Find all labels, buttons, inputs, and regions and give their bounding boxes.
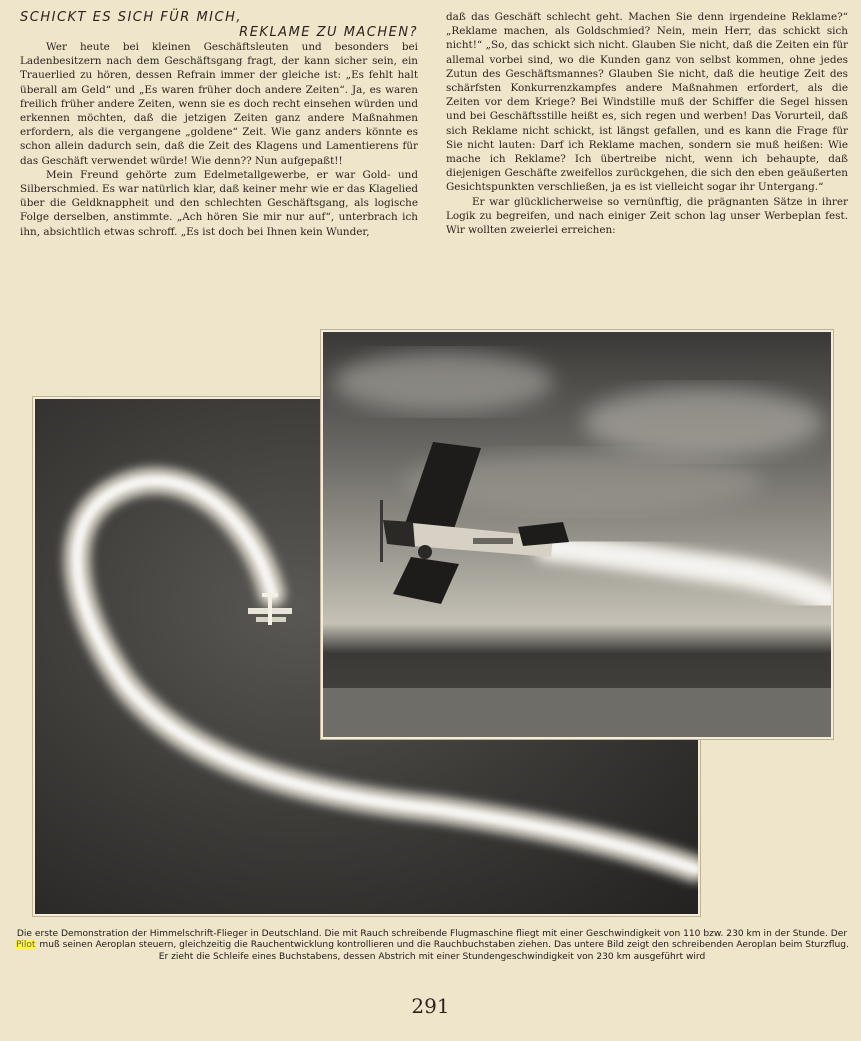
article-title-line-1: SCHICKT ES SICH FÜR MICH, xyxy=(20,10,242,25)
article-paragraph: daß das Geschäft schlecht geht. Machen Sie denn irgendeine Reklame?“ „Reklame machen, als Goldschmied? Nein, mein Herr, das schickt sich nicht!“ „So, das schickt sich nicht. Glauben Sie nicht, daß die Zeiten ein für allemal vorbei sind, wo die Kunden ganz von selbst kommen, ohne jedes Zutun des Geschäftsmannes? Glauben Sie nicht, daß die heutige Zeit des schärfsten Konkurrenzkampfes andere Maßnahmen erfordert, als die Zeiten vor dem Kriege? Bei Windstille muß der Schiffer die Segel hissen und bei Geschäftsstille heißt es, sich regen und werben! Das Vorurteil, daß sich Reklame nicht schickt, ist längst gefallen, und es kann die Frage für Sie nicht lauten: Darf ich Reklame machen, sondern sie muß heißen: Wie mache ich Reklame? Ich übertreibe nicht, wenn ich behaupte, daß diejenigen Geschäfte zweifellos zurückgehen, die sich den eben geäußerten Gesichtspunkten verschließen, ja es ist vielleicht sogar ihr Untergang.“ xyxy=(446,11,848,194)
caption-text-end: muß seinen Aeroplan steuern, gleichzeitig die Rauchentwicklung kontrollieren und die Rauchbuchstaben ziehen. Das untere Bild zeigt den schreibenden Aeroplan beim Sturzflug. Er zieht die Schleife eines Buchstabens, dessen Abstrich mit einer Stundengeschwindigkeit von 230 km ausgeführt wird xyxy=(36,940,849,962)
article-title-line-2: REKLAME ZU MACHEN? xyxy=(239,25,418,40)
article-paragraph: Mein Freund gehörte zum Edelmetallgewerbe, er war Gold- und Silberschmied. Es war natürlich klar, daß keiner mehr wie er das Klagelied über die Geldknappheit und den schlechten Geschäftsgang, als logische Folge derselben, anstimmte. „Ach hören Sie mir nur auf“, unterbrach ich ihn, absichtlich etwas schroff. „Es ist doch bei Ihnen kein Wunder, xyxy=(20,168,418,238)
biplane-smoke-illustration xyxy=(323,332,831,737)
article-column-left xyxy=(20,10,418,239)
caption-highlight-pilot[interactable]: Pilot xyxy=(16,940,36,951)
article-title xyxy=(20,10,418,40)
photo-biplane-smoke xyxy=(321,330,833,739)
article-paragraph: Wer heute bei kleinen Geschäftsleuten und besonders bei Ladenbesitzern nach dem Geschäftsgang fragt, der kann sicher sein, ein Trauerlied zu hören, dessen Refrain immer der gleiche ist: „Es fehlt halt überall am Geld“ und „Es waren früher doch andere Zeiten“. Ja, es waren freilich früher andere Zeiten, wenn sie es doch recht einsehen würden und erkennen möchten, daß die jetzigen Zeiten ganz andere Maßnahmen erfordern, als die vergangene „goldene“ Zeit. Wie ganz anders könnte es schon allein dadurch sein, daß die Zeit des Klagens und Lamentierens für das Geschäft verwendet würde! Wie denn?? Nun aufgepaßt!! xyxy=(20,41,418,167)
article-column-right xyxy=(446,10,848,237)
biplane-small-icon xyxy=(248,593,292,625)
page-number: 291 xyxy=(411,994,450,1018)
caption-text-start: Die erste Demonstration der Himmelschrift-Flieger in Deutschland. Die mit Rauch schreibende Flugmaschine fliegt mit einer Geschwindigkeit von 110 bzw. 230 km in der Stunde. Der xyxy=(16,929,848,939)
photo-caption xyxy=(14,929,850,963)
article-paragraph: Er war glücklicherweise so vernünftig, die prägnanten Sätze in ihrer Logik zu begreifen, und nach einiger Zeit schon lag unser Werbeplan fest. Wir wollten zweierlei erreichen: xyxy=(446,195,848,237)
